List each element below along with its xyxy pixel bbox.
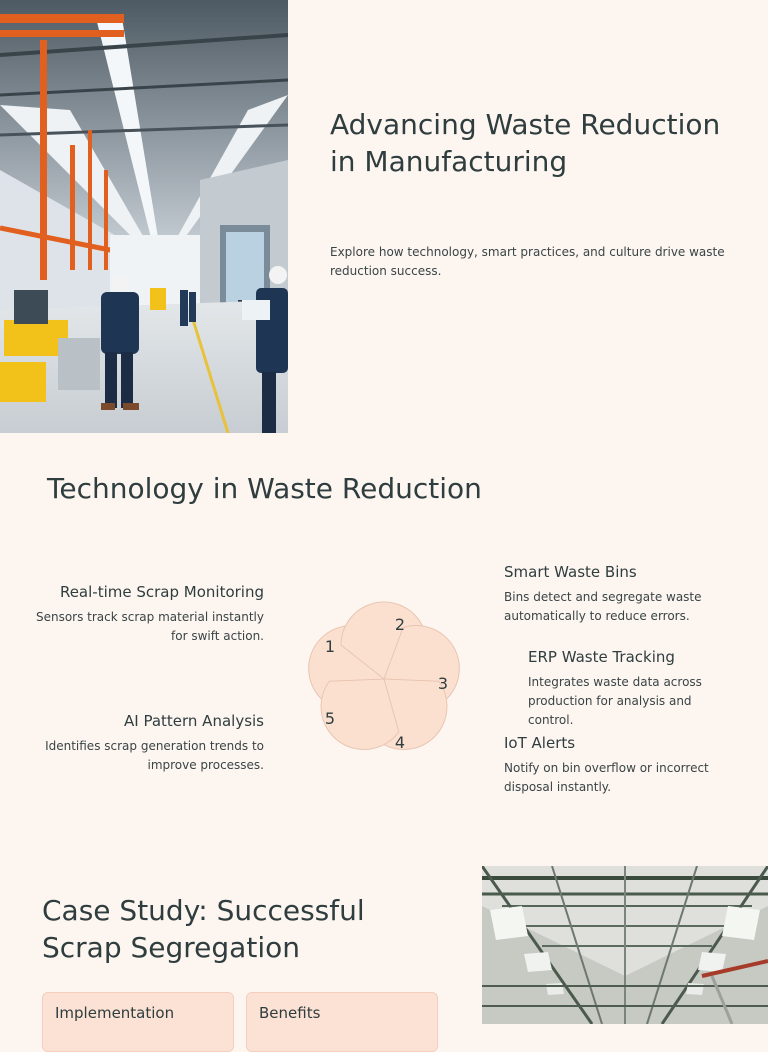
feature-smart-waste-bins bbox=[504, 563, 724, 626]
petal-number-2: 2 bbox=[394, 615, 406, 634]
feature-erp-waste-tracking bbox=[528, 648, 728, 730]
card-benefits bbox=[246, 992, 438, 1052]
feature-title: IoT Alerts bbox=[504, 734, 576, 752]
page-subtitle: Explore how technology, smart practices, and culture drive waste reduction success. bbox=[330, 245, 725, 278]
hero-factory-photo bbox=[0, 0, 288, 433]
feature-title: Smart Waste Bins bbox=[504, 563, 637, 581]
feature-description: Bins detect and segregate waste automatically to reduce errors. bbox=[504, 590, 702, 623]
petal-number-4: 4 bbox=[394, 733, 406, 752]
section-title-case-study: Case Study: Successful Scrap Segregation bbox=[42, 894, 365, 964]
card-title: Benefits bbox=[259, 1004, 321, 1022]
petal-diagram bbox=[272, 558, 512, 812]
feature-ai-pattern-analysis bbox=[20, 712, 264, 775]
card-title: Implementation bbox=[55, 1004, 175, 1022]
feature-title: ERP Waste Tracking bbox=[528, 648, 675, 666]
petal-number-1: 1 bbox=[324, 637, 336, 656]
petal-number-3: 3 bbox=[437, 674, 449, 693]
feature-description: Sensors track scrap material instantly for swift action. bbox=[35, 610, 264, 643]
feature-real-time-scrap-monitoring bbox=[20, 583, 264, 601]
case-study-warehouse-photo bbox=[482, 866, 768, 1024]
feature-description: Notify on bin overflow or incorrect disposal instantly. bbox=[504, 761, 709, 794]
feature-description: Integrates waste data across production for analysis and control. bbox=[528, 675, 702, 727]
feature-title: AI Pattern Analysis bbox=[124, 712, 264, 730]
section-title-technology: Technology in Waste Reduction bbox=[47, 472, 482, 505]
feature-description: Identifies scrap generation trends to improve processes. bbox=[45, 739, 264, 772]
petal-number-5: 5 bbox=[324, 709, 336, 728]
feature-title: Real-time Scrap Monitoring bbox=[59, 583, 264, 601]
page-title: Advancing Waste Reduction in Manufacturing bbox=[330, 108, 721, 178]
card-implementation bbox=[42, 992, 234, 1052]
feature-iot-alerts bbox=[504, 734, 724, 797]
